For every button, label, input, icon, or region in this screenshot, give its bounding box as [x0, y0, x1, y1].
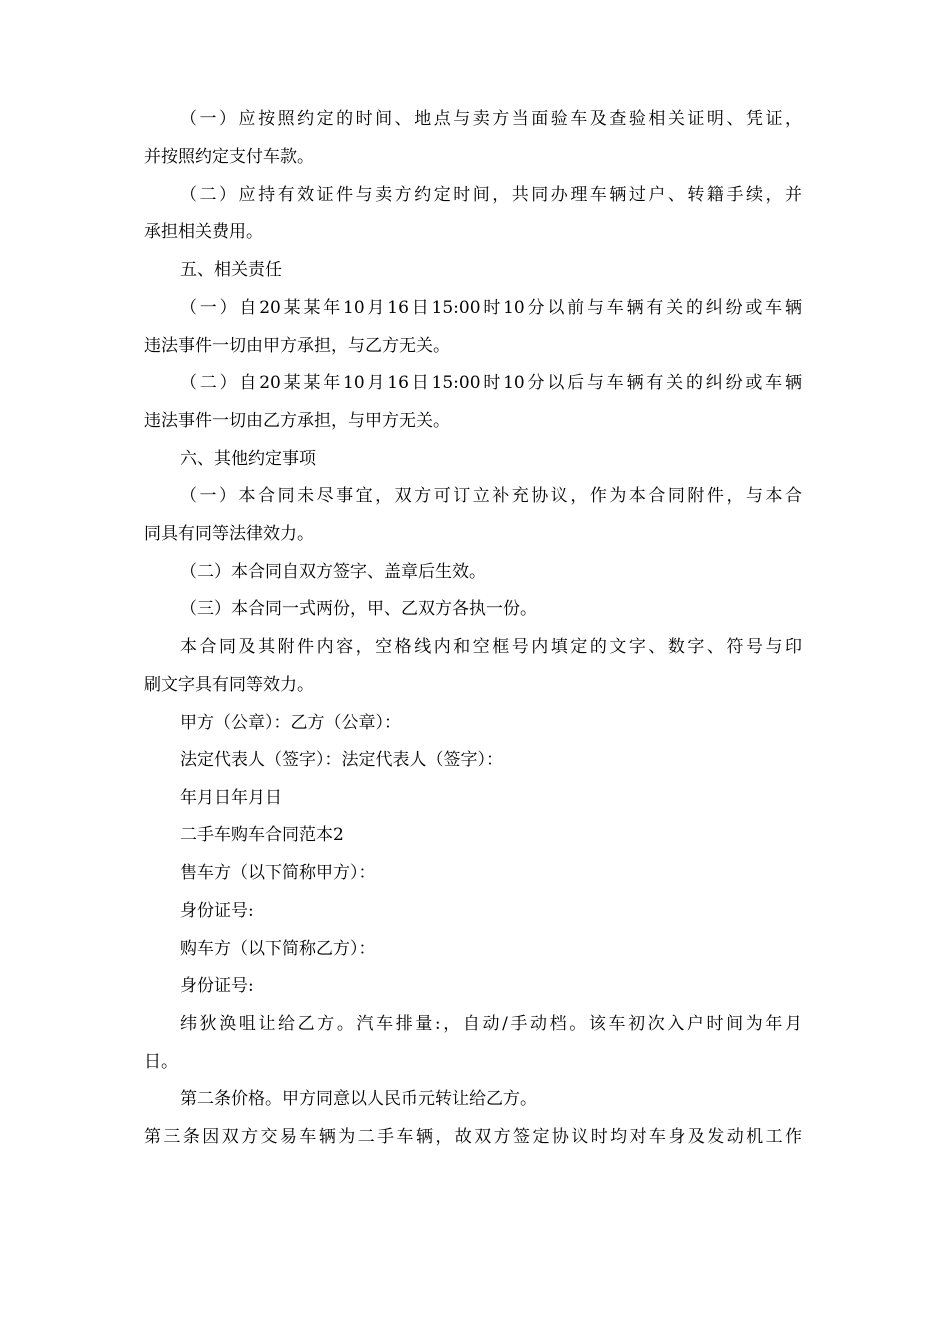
text-line: 购车方（以下简称乙方）：: [180, 939, 376, 959]
text-line: 刷文字具有同等效力。: [144, 675, 314, 695]
section-heading: 二手车购车合同范本2: [180, 825, 344, 845]
text-line: 甲方（公章）：乙方（公章）：: [180, 713, 401, 733]
text-line: （一）自20某某年10月16日15:00时10分以前与车辆有关的纠纷或车辆: [180, 298, 802, 318]
text-line: （二）自20某某年10月16日15:00时10分以后与车辆有关的纠纷或车辆: [180, 373, 802, 393]
section-heading: 五、相关责任: [180, 260, 282, 280]
text-line: 纬狄涣咀让给乙方。汽车排量:，自动/手动档。该车初次入户时间为年月: [180, 1014, 802, 1034]
text-line: 售车方（以下简称甲方）：: [180, 863, 376, 883]
text-line: 第二条价格。甲方同意以人民币元转让给乙方。: [180, 1089, 537, 1109]
text-line: 违法事件一切由甲方承担，与乙方无关。: [144, 336, 450, 356]
text-line: （三）本合同一式两份，甲、乙双方各执一份。: [180, 599, 537, 619]
text-line: 身份证号:: [180, 976, 254, 996]
text-line: （一）本合同未尽事宜，双方可订立补充协议，作为本合同附件，与本合: [180, 486, 802, 506]
text-line: （一）应按照约定的时间、地点与卖方当面验车及查验相关证明、凭证，: [180, 109, 802, 129]
text-line: 日。: [144, 1052, 178, 1072]
text-line: 违法事件一切由乙方承担，与甲方无关。: [144, 411, 450, 431]
text-line: 年月日年月日: [180, 788, 282, 808]
text-line: （二）应持有效证件与卖方约定时间，共同办理车辆过户、转籍手续，并: [180, 185, 802, 205]
text-line: 法定代表人（签字）：法定代表人（签字）：: [180, 750, 503, 770]
text-line: 承担相关费用。: [144, 222, 263, 242]
text-line: 身份证号:: [180, 901, 254, 921]
section-heading: 六、其他约定事项: [180, 449, 316, 469]
text-line: 第三条因双方交易车辆为二手车辆，故双方签定协议时均对车身及发动机工作: [144, 1127, 802, 1147]
text-line: （二）本合同自双方签字、盖章后生效。: [180, 562, 486, 582]
text-line: 本合同及其附件内容，空格线内和空框号内填定的文字、数字、符号与印: [180, 637, 802, 657]
text-line: 并按照约定支付车款。: [144, 147, 314, 167]
text-line: 同具有同等法律效力。: [144, 524, 314, 544]
